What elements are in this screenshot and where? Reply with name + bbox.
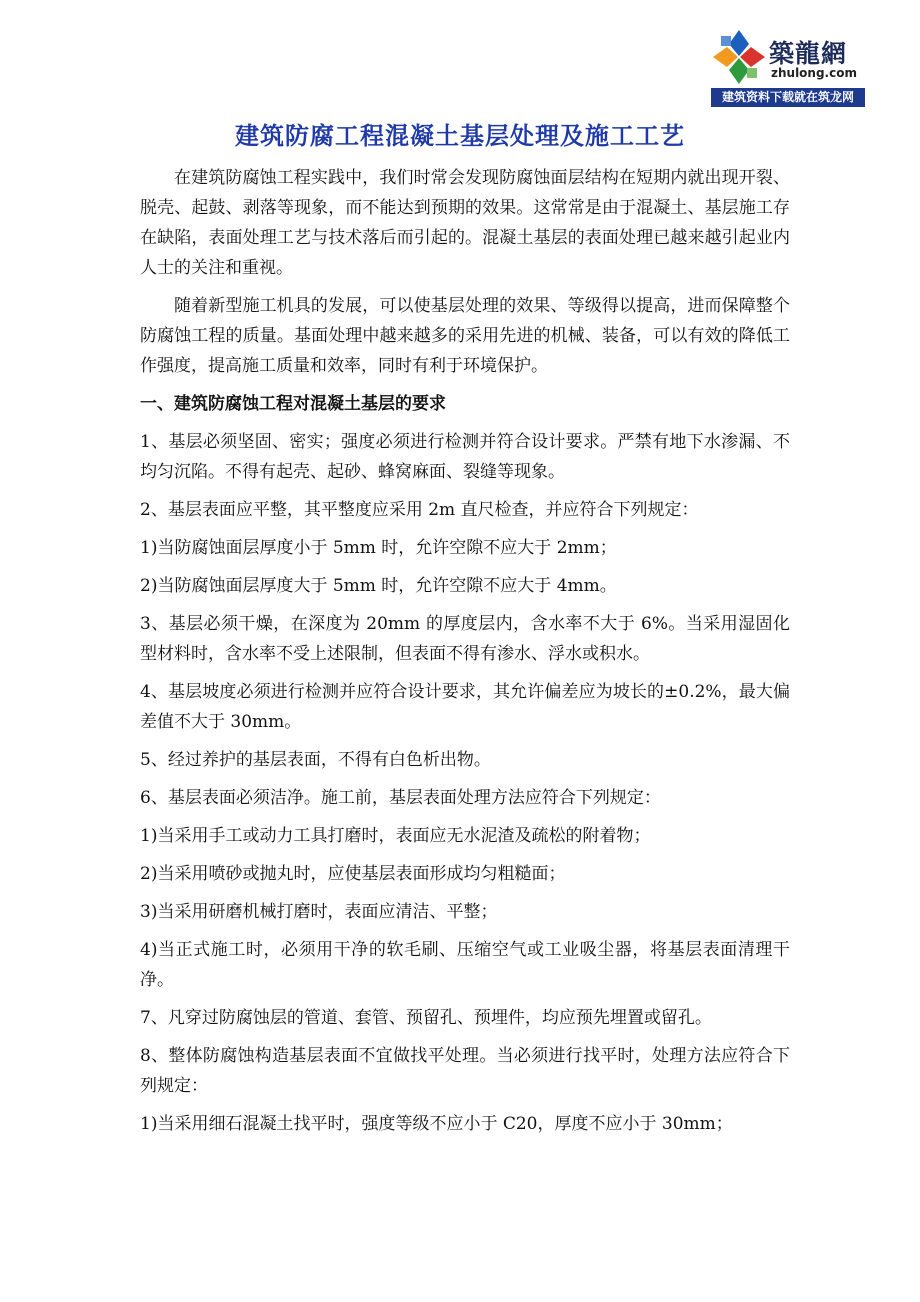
requirement-subitem: 2)当采用喷砂或抛丸时，应使基层表面形成均匀粗糙面；	[140, 864, 566, 884]
requirement-item: 5、经过养护的基层表面，不得有白色析出物。	[140, 750, 491, 770]
requirement-item: 4、基层坡度必须进行检测并应符合设计要求，其允许偏差应为坡长的±0.2%，最大偏差值不大于 30mm。	[140, 682, 790, 732]
requirement-item: 6、基层表面必须洁净。施工前，基层表面处理方法应符合下列规定：	[140, 788, 661, 808]
section-heading-1: 一、建筑防腐蚀工程对混凝土基层的要求	[140, 394, 446, 414]
logo-banner: 建筑资料下载就在筑龙网	[711, 88, 865, 107]
requirement-subitem: 1)当防腐蚀面层厚度小于 5mm 时，允许空隙不应大于 2mm；	[140, 538, 617, 558]
requirement-subitem: 1)当采用手工或动力工具打磨时，表面应无水泥渣及疏松的附着物；	[140, 826, 651, 846]
requirement-subitem: 1)当采用细石混凝土找平时，强度等级不应小于 C20，厚度不应小于 30mm；	[140, 1114, 733, 1134]
document-title: 建筑防腐工程混凝土基层处理及施工工艺	[235, 122, 685, 150]
requirement-item: 8、整体防腐蚀构造基层表面不宜做找平处理。当必须进行找平时，处理方法应符合下列规定：	[140, 1046, 790, 1096]
requirement-item: 2、基层表面应平整，其平整度应采用 2m 直尺检查，并应符合下列规定：	[140, 500, 699, 520]
requirement-subitem: 2)当防腐蚀面层厚度大于 5mm 时，允许空隙不应大于 4mm。	[140, 576, 617, 596]
logo-name: 築龍網	[769, 39, 848, 68]
intro-paragraph-1: 在建筑防腐蚀工程实践中，我们时常会发现防腐蚀面层结构在短期内就出现开裂、脱壳、起鼓、剥落等现象，而不能达到预期的效果。这常常是由于混凝土、基层施工存在缺陷，表面处理工艺与技术落后而引起的。混凝土基层的表面处理已越来越引起业内人士的关注和重视。	[140, 168, 790, 278]
requirement-subitem: 3)当采用研磨机械打磨时，表面应清洁、平整；	[140, 902, 498, 922]
diamond-logo-icon	[711, 28, 767, 86]
document-body	[140, 163, 790, 1147]
requirement-item: 1、基层必须坚固、密实；强度必须进行检测并符合设计要求。严禁有地下水渗漏、不均匀沉陷。不得有起壳、起砂、蜂窝麻面、裂缝等现象。	[140, 432, 790, 482]
requirement-item: 3、基层必须干燥，在深度为 20mm 的厚度层内，含水率不大于 6%。当采用湿固化型材料时，含水率不受上述限制，但表面不得有渗水、浮水或积水。	[140, 614, 790, 664]
requirement-item: 7、凡穿过防腐蚀层的管道、套管、预留孔、预埋件，均应预先埋置或留孔。	[140, 1008, 712, 1028]
zhulong-logo[interactable]	[711, 28, 865, 108]
requirement-subitem: 4)当正式施工时，必须用干净的软毛刷、压缩空气或工业吸尘器，将基层表面清理干净。	[140, 940, 790, 990]
intro-paragraph-2: 随着新型施工机具的发展，可以使基层处理的效果、等级得以提高，进而保障整个防腐蚀工程的质量。基面处理中越来越多的采用先进的机械、装备，可以有效的降低工作强度，提高施工质量和效率，同时有利于环境保护。	[140, 296, 790, 376]
logo-domain: zhulong.com	[771, 66, 857, 80]
